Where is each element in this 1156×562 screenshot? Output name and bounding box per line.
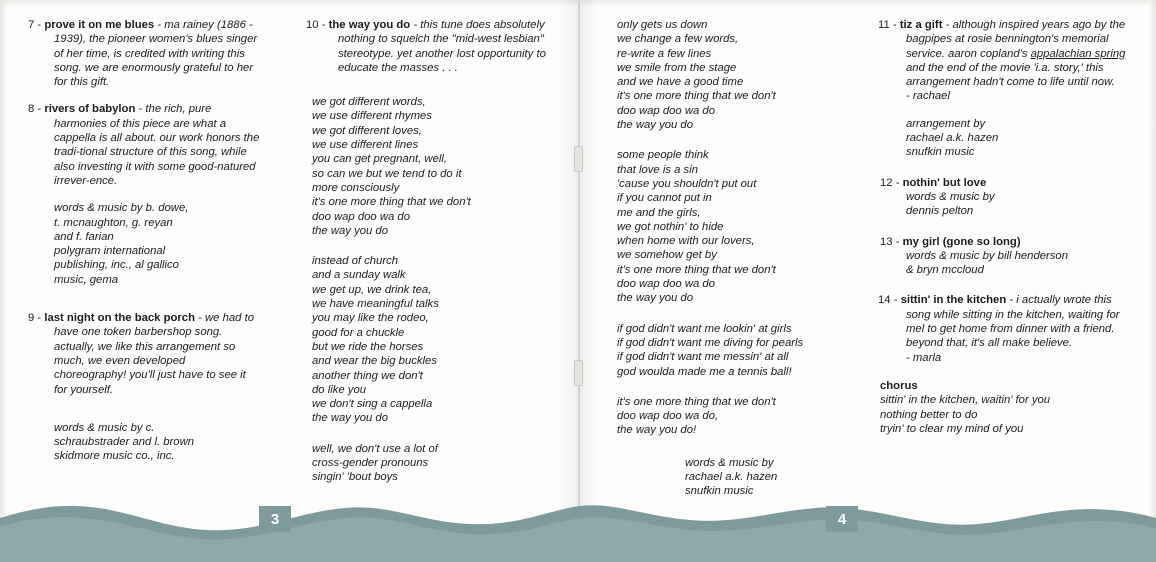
page-number-left: 3 <box>259 506 291 532</box>
lyrics-verse-1 <box>312 95 548 238</box>
track-credits <box>28 421 260 464</box>
lyric-line: more consciously <box>312 181 400 194</box>
lyric-line: nothing better to do <box>880 408 978 421</box>
lyric-line: and wear the big buckles <box>312 355 437 368</box>
lyric-line: so can we but we tend to do it <box>312 167 462 180</box>
lyric-line: the way you do <box>312 412 388 425</box>
lyric-line: the way you do <box>617 119 693 132</box>
lyric-line: it's one more thing that we don't <box>617 263 776 276</box>
lyric-line: well, we don't use a lot of <box>312 442 438 455</box>
lyric-line: we don't sing a cappella <box>312 398 433 411</box>
lyrics-verse-2 <box>312 254 548 426</box>
track-entry-10 <box>306 18 548 75</box>
lyric-line: only gets us down <box>617 19 708 31</box>
booklet-spine <box>578 0 580 530</box>
credit-line: and f. farian <box>54 230 114 243</box>
track-credits <box>880 249 1138 278</box>
track-entry-7 <box>28 18 260 89</box>
track-credits <box>880 117 1138 160</box>
lyric-line: and we have a good time <box>617 76 744 89</box>
lyric-line: doo wap doo wa do <box>617 278 715 291</box>
track-title: prove it on me blues <box>44 19 155 31</box>
credit-line: & bryn mccloud <box>906 264 984 277</box>
track-note: - we had to have one token barbershop song. actually, we like this arrangement so much, we even developed choreography! you'll just have to see it for yourself. <box>54 312 254 396</box>
track-entry-13 <box>880 235 1138 278</box>
lyric-line: and a sunday walk <box>312 269 406 282</box>
lyrics-verse-3 <box>312 442 548 485</box>
lyric-line: doo wap doo wa do, <box>617 410 719 423</box>
lyrics-verse-7 <box>617 395 853 438</box>
lyric-line: it's one more thing that we don't <box>617 395 776 408</box>
credit-line: polygram international <box>54 245 166 258</box>
track-title: sittin' in the kitchen <box>900 294 1007 307</box>
track-credits <box>880 190 1138 219</box>
track-number: 10 - <box>306 19 329 31</box>
track-entry-9 <box>28 311 260 464</box>
track-note-part-2: and the end of the movie 'i.a. story,' this arrangement hadn't come to life until now. <box>906 61 1115 89</box>
staple-bottom <box>574 360 583 386</box>
lyric-line: the way you do! <box>617 424 697 437</box>
track-number: 7 - <box>28 19 45 31</box>
chorus-lines <box>880 393 1138 436</box>
lyric-line: we got different loves, <box>312 124 422 137</box>
lyric-line: some people think <box>617 149 709 162</box>
lyric-line: tryin' to clear my mind of you <box>880 422 1024 435</box>
credit-line: rachael a.k. hazen <box>685 471 778 484</box>
track-note: - ma rainey (1886 - 1939), the pioneer women's blues singer of her time, is credited with writing this song. we are enormously grateful to her for this gift. <box>54 19 258 89</box>
credit-line: t. mcnaughton, g. reyan <box>54 216 173 229</box>
lyric-line: we got different words, <box>312 96 426 109</box>
page-number-right: 4 <box>826 506 858 532</box>
album-reference: appalachian spring <box>1030 47 1126 60</box>
column-2 <box>306 18 548 485</box>
credit-line: words & music by <box>906 190 995 203</box>
lyric-line: when home with our lovers, <box>617 235 755 248</box>
track-number: 14 - <box>878 294 901 307</box>
lyric-line: we somehow get by <box>617 249 717 262</box>
lyrics-verse-4 <box>617 18 853 132</box>
lyric-line: instead of church <box>312 255 399 268</box>
lyric-line: but we ride the horses <box>312 340 424 353</box>
lyric-line: it's one more thing that we don't <box>617 90 776 103</box>
credit-line: words & music by c. <box>54 421 155 434</box>
track-note: - this tune does absolutely nothing to squelch the "mid-west lesbian" stereotype. yet another lost opportunity to educate the masses . . . <box>338 19 546 74</box>
lyric-line: god woulda made me a tennis ball! <box>617 365 792 378</box>
credit-line: publishing, inc., al gallico <box>54 259 179 272</box>
track-title: my girl (gone so long) <box>902 235 1021 248</box>
lyric-line: another thing we don't <box>312 369 423 382</box>
lyric-line: if god didn't want me diving for pearls <box>617 336 804 349</box>
lyric-line: if god didn't want me lookin' at girls <box>617 322 792 335</box>
lyric-line: you can get pregnant, well, <box>312 153 448 166</box>
track-note: - the rich, pure harmonies of this piece are what a cappella is all about. our work honors the tradi-tional structure of this song, while also investing it with some good-natured irrever-ence. <box>54 103 260 187</box>
lyric-line: we use different rhymes <box>312 110 432 123</box>
credit-line: skidmore music co., inc. <box>54 450 175 463</box>
scan-edge-right <box>1148 0 1156 562</box>
track-entry-8 <box>28 102 260 287</box>
lyric-line: we got nothin' to hide <box>617 220 724 233</box>
lyric-line: sittin' in the kitchen, waitin' for you <box>880 394 1051 407</box>
track-title: rivers of babylon <box>44 103 136 116</box>
lyric-line: singin' 'bout boys <box>312 471 398 484</box>
lyric-line: re-write a few lines <box>617 47 712 60</box>
scan-edge-left <box>0 0 8 562</box>
lyric-line: it's one more thing that we don't <box>312 196 471 209</box>
track-note-part-1: - although inspired years ago by the bagpipes at rosie bennington's memorial service. aaron copland's <box>906 19 1126 60</box>
credit-line: words & music by <box>685 456 774 469</box>
track-signature: - marla <box>906 351 942 364</box>
lyric-line: we have meaningful talks <box>312 298 439 311</box>
lyric-line: we change a few words, <box>617 33 739 46</box>
wave-footer-graphic <box>0 492 1156 562</box>
lyric-line: we smile from the stage <box>617 61 737 74</box>
track-number: 11 - <box>878 19 900 31</box>
lyrics-verse-6 <box>617 322 853 379</box>
track-credits <box>28 201 260 287</box>
track-number: 8 - <box>28 103 45 116</box>
credit-line: dennis pelton <box>906 205 974 218</box>
track-number: 12 - <box>880 176 903 189</box>
credit-line: words & music by b. dowe, <box>54 202 189 215</box>
lyric-line: the way you do <box>617 292 693 305</box>
track-title: tiz a gift <box>899 19 943 31</box>
track-entry-14 <box>880 293 1138 364</box>
staple-top <box>574 146 583 172</box>
lyric-line: me and the girls, <box>617 206 701 219</box>
track-number: 13 - <box>880 235 903 248</box>
lyric-line: doo wap doo wa do <box>312 210 410 223</box>
lyric-line: the way you do <box>312 224 388 237</box>
lyric-line: we use different lines <box>312 139 419 152</box>
track-note: - i actually wrote this song while sitting in the kitchen, waiting for mel to get home from dinner with a friend. beyond that, it's all make believe. <box>906 294 1120 350</box>
track-signature: - rachael <box>906 90 950 103</box>
track-title: the way you do <box>328 19 411 31</box>
lyric-line: we get up, we drink tea, <box>312 283 432 296</box>
lyric-line: cross-gender pronouns <box>312 457 429 470</box>
lyric-line: you may like the rodeo, <box>312 312 429 325</box>
column-3 <box>617 18 853 499</box>
lyric-line: if you cannot put in <box>617 192 712 205</box>
track-entry-12 <box>880 176 1138 219</box>
track-title: nothin' but love <box>902 176 987 189</box>
credit-line: schraubstrader and l. brown <box>54 436 195 449</box>
credit-line: arrangement by <box>906 117 986 130</box>
credit-line: music, gema <box>54 273 119 286</box>
credit-line: words & music by bill henderson <box>906 249 1068 262</box>
lyric-line: 'cause you shouldn't put out <box>617 177 757 190</box>
wave-shape <box>0 492 1156 562</box>
credit-line: snufkin music <box>906 146 975 159</box>
credit-line: snufkin music <box>685 485 754 498</box>
lyric-line: good for a chuckle <box>312 326 405 339</box>
lyrics-verse-5 <box>617 148 853 305</box>
lyric-line: do like you <box>312 383 367 396</box>
credit-line: rachael a.k. hazen <box>906 132 999 145</box>
lyric-line: that love is a sin <box>617 163 699 176</box>
column-1 <box>28 18 260 464</box>
track-title: last night on the back porch <box>44 312 195 325</box>
column-4 <box>880 18 1138 436</box>
track-entry-11 <box>880 18 1138 160</box>
track-number: 9 - <box>28 312 45 325</box>
lyric-line: doo wap doo wa do <box>617 104 715 117</box>
chorus-block <box>880 379 1138 436</box>
lyric-line: if god didn't want me messin' at all <box>617 351 789 364</box>
chorus-heading: chorus <box>880 379 918 392</box>
